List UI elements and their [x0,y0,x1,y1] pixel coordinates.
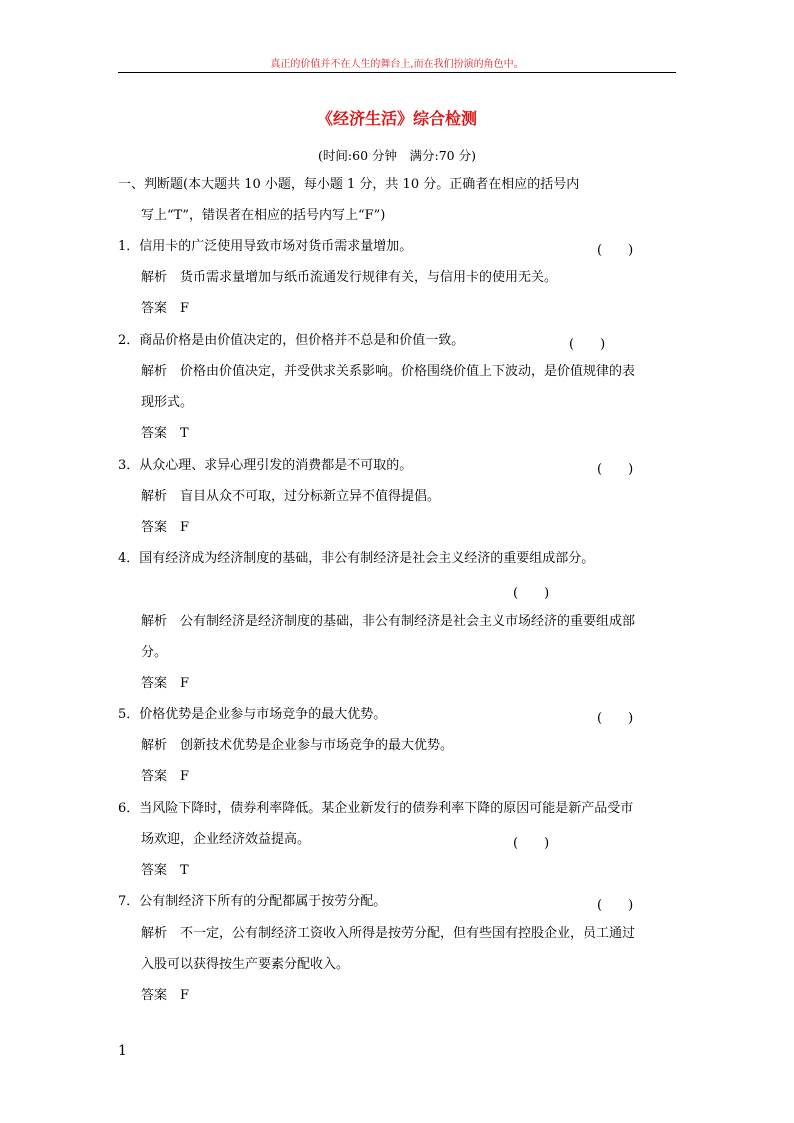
answer-4: 答案 F [141,676,190,691]
answer-blank-5[interactable]: ( ) [597,711,634,726]
section-heading: 一、判断题(本大题共 10 小题，每小题 1 分，共 10 分。正确者在相应的括号内 [118,177,580,192]
answer-1: 答案 F [141,301,190,316]
analysis-3: 解析 盲目从众不可取，过分标新立异不值得提倡。 [141,489,441,504]
question-6-cont: 场欢迎，企业经济效益提高。 [141,832,311,847]
answer-6: 答案 T [141,863,189,878]
question-7: 7．公有制经济下所有的分配都属于按劳分配。 [118,894,387,909]
answer-3: 答案 F [141,520,190,535]
question-1: 1．信用卡的广泛使用导致市场对货币需求量增加。 [118,239,413,254]
answer-5: 答案 F [141,769,190,784]
analysis-5: 解析 创新技术优势是企业参与市场竞争的最大优势。 [141,738,454,753]
analysis-7: 解析 不一定，公有制经济工资收入所得是按劳分配，但有些国有控股企业，员工通过 [141,926,636,941]
question-3: 3．从众心理、求异心理引发的消费都是不可取的。 [118,458,413,473]
analysis-2-cont: 现形式。 [141,395,194,410]
answer-blank-2[interactable]: ( ) [569,337,606,352]
analysis-2: 解析 价格由价值决定，并受供求关系影响。价格围绕价值上下波动，是价值规律的表 [141,364,636,379]
answer-blank-4[interactable]: ( ) [513,586,550,601]
answer-blank-7[interactable]: ( ) [597,898,634,913]
answer-blank-6[interactable]: ( ) [513,836,550,851]
analysis-1: 解析 货币需求量增加与纸币流通发行规律有关，与信用卡的使用无关。 [141,270,558,285]
exam-info: (时间:60 分钟 满分:70 分) [318,148,476,163]
question-5: 5．价格优势是企业参与市场竞争的最大优势。 [118,707,387,722]
analysis-7-cont: 入股可以获得按生产要素分配收入。 [141,957,350,972]
answer-7: 答案 F [141,988,190,1003]
section-heading-cont: 写上“T”，错误者在相应的括号内写上“F”) [141,208,386,223]
question-4: 4．国有经济成为经济制度的基础，非公有制经济是社会主义经济的重要组成部分。 [118,551,595,566]
answer-2: 答案 T [141,426,189,441]
question-2: 2．商品价格是由价值决定的，但价格并不总是和价值一致。 [118,333,465,348]
analysis-4-cont: 分。 [141,645,168,660]
header-divider [118,72,676,73]
answer-blank-1[interactable]: ( ) [597,243,634,258]
page-number: 1 [118,1043,127,1059]
answer-blank-3[interactable]: ( ) [597,462,634,477]
header-motto: 真正的价值并不在人生的舞台上,而在我们扮演的角色中。 [270,59,524,70]
page-title: 《经济生活》综合检测 [316,109,477,128]
analysis-4: 解析 公有制经济是经济制度的基础，非公有制经济是社会主义市场经济的重要组成部 [141,614,636,629]
question-6: 6．当风险下降时，债券利率降低。某企业新发行的债券利率下降的原因可能是新产品受市 [118,801,634,816]
